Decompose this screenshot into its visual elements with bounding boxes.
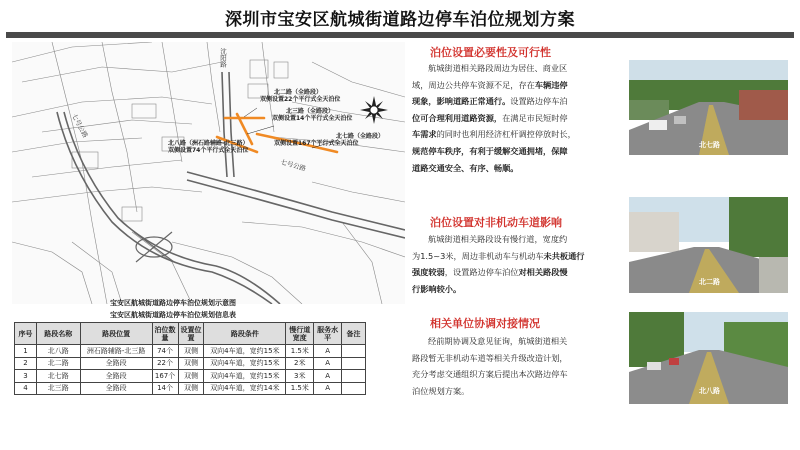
table-header-row [15,323,366,345]
table-cell: 双侧 [178,382,204,395]
text-run: 车需求 [412,129,437,140]
table-cell: 全路段 [80,370,152,383]
table-cell: 3米 [286,370,314,383]
annotation-beiqi [274,133,385,147]
paragraph-line [412,110,622,127]
table-cell: 北三路 [36,382,80,395]
table-cell: 全路段 [80,357,152,370]
table-cell [342,382,366,395]
table-cell [342,345,366,358]
table-cell: 双向4车道，宽约15米 [204,345,286,358]
paragraph-line [412,77,622,94]
paragraph-line [412,231,622,248]
section-title-necessity: 泊位设置必要性及可行性 [430,46,551,59]
road-label-highway-east: 七号公路 [279,157,307,173]
parking-plan-map [12,42,405,304]
table-cell: 2 [15,357,37,370]
annotation-beiqi-desc: 双侧设置167个平行式全天泊位 [274,140,359,147]
table-row [15,345,366,358]
text-run: 规范停车秩序，有利于缓解交通拥堵，保障 [412,145,568,156]
table-cell: 洲石路辅路-北三路 [80,345,152,358]
table-cell: A [314,370,342,383]
paragraph-line [412,281,622,298]
text-run: 设置路边停车泊 [510,96,568,107]
annotation-beier [260,89,340,103]
text-run: 泊位规划方案。 [412,385,470,396]
table-row [15,382,366,395]
col-header: 泊位数量 [152,323,178,345]
paragraph-line [412,333,622,350]
table-cell: 双向4车道，宽约15米 [204,370,286,383]
table-cell: 167个 [152,370,178,383]
col-header: 序号 [15,323,37,345]
section-body-bike-lane [412,231,622,297]
table-cell: 北七路 [36,370,80,383]
paragraph-line [412,248,622,265]
road-label-shenyang: 沈阳路 [219,48,227,68]
annotation-beier-desc: 双侧设置22个平行式全天泊位 [260,96,341,103]
annotation-beisan-name: 北三路（全路段） [286,108,335,115]
text-run: 经前期协调及意见征询，航城街道相关 [428,336,568,346]
col-header: 慢行道宽度 [286,323,314,345]
text-run: 的同时也利用经济杠杆调控停放时长， [436,129,576,140]
table-cell [342,357,366,370]
table-cell: 22个 [152,357,178,370]
map-caption: 宝安区航城街道路边停车泊位规划示意图 [110,299,236,307]
table-row [15,370,366,383]
parking-info-table [14,322,366,395]
table-cell: 74个 [152,345,178,358]
photo-label-beiba: 北八路 [699,387,720,395]
text-run: 在满足市民短时停 [502,112,568,123]
table-cell: 双侧 [178,357,204,370]
title-underline [6,32,794,38]
section-body-necessity [412,60,622,176]
table-caption: 宝安区航城街道路边停车泊位规划信息表 [110,311,236,319]
table-cell: 双向4车道，宽约15米 [204,357,286,370]
text-run: 行影响较小。 [412,283,462,294]
text-run: 域，周边公共停车资源不足，存在 [412,79,535,90]
table-cell: 4 [15,382,37,395]
photo-beiqi-road [629,60,788,155]
col-header: 路段名称 [36,323,80,345]
text-run: 现象，影响道路正常通行。 [412,96,511,107]
table-cell: 双侧 [178,370,204,383]
section-title-bike-lane: 泊位设置对非机动车道影响 [430,216,562,229]
annotation-beiba [168,140,249,154]
paragraph-line [412,160,622,177]
text-run: 强度较弱 [412,267,445,278]
table-cell: A [314,345,342,358]
table-row [15,357,366,370]
col-header: 路段条件 [204,323,286,345]
text-run: 为1.5~3米，周边非机动车与机动车 [412,250,544,261]
road-label-highway-west: 七号公路 [70,112,90,140]
photo-label-beiqi: 北七路 [699,141,720,149]
text-run: 车辆违停 [534,79,568,90]
text-run: 未共板通行 [543,250,585,261]
section-title-coordination: 相关单位协调对接情况 [430,317,540,330]
paragraph-line [412,366,622,383]
text-run: 航城街道相关路段周边为居住、商业区 [428,63,568,73]
photo-beiba-road [629,312,788,404]
annotation-beiba-name: 北八路（洲石路辅路-北三路） [168,140,249,147]
paragraph-line [412,60,622,77]
paragraph-line [412,143,622,160]
text-run: 道路交通安全、有序、畅顺。 [412,162,519,173]
table-cell: 双侧 [178,345,204,358]
paragraph-line [412,350,622,367]
annotation-beisan-desc: 双侧设置14个平行式全天泊位 [272,115,353,122]
paragraph-line [412,126,622,143]
annotation-beiqi-name: 北七路（全路段） [336,133,385,140]
table-cell [342,370,366,383]
photo-beier-road [629,197,788,293]
table-cell: 2米 [286,357,314,370]
text-run: ，设置路边停车泊位 [444,267,519,278]
col-header: 服务水平 [314,323,342,345]
annotation-beisan [272,108,352,122]
text-run: 航城街道相关路段设有慢行道，宽度约 [428,234,568,244]
table-cell: A [314,357,342,370]
map-drawing [12,42,405,304]
table-cell: 北八路 [36,345,80,358]
annotation-beier-name: 北二路（全路段） [274,89,323,96]
text-run: 对相关路段慢 [518,267,568,278]
text-run: 路段暂无非机动车道等相关升级改造计划， [412,352,568,363]
paragraph-line [412,93,622,110]
table-cell: 14个 [152,382,178,395]
text-run: 位可合理利用道路资源， [412,112,503,123]
col-header: 设置位置 [178,323,204,345]
page-title: 深圳市宝安区航城街道路边停车泊位规划方案 [225,10,575,30]
col-header: 路段位置 [80,323,152,345]
paragraph-line [412,264,622,281]
table-cell: 北二路 [36,357,80,370]
section-body-coordination [412,333,622,399]
table-cell: A [314,382,342,395]
col-header: 备注 [342,323,366,345]
paragraph-line [412,383,622,400]
table-cell: 双向4车道，宽约14米 [204,382,286,395]
annotation-beiba-desc: 双侧设置74个平行式全天泊位 [168,147,249,154]
table-cell: 1 [15,345,37,358]
title-bar [0,0,800,32]
table-cell: 全路段 [80,382,152,395]
table-cell: 1.5米 [286,382,314,395]
table-cell: 3 [15,370,37,383]
photo-label-beier: 北二路 [699,278,720,286]
table-cell: 1.5米 [286,345,314,358]
text-run: 充分考虑交通组织方案后提出本次路边停车 [412,369,568,380]
